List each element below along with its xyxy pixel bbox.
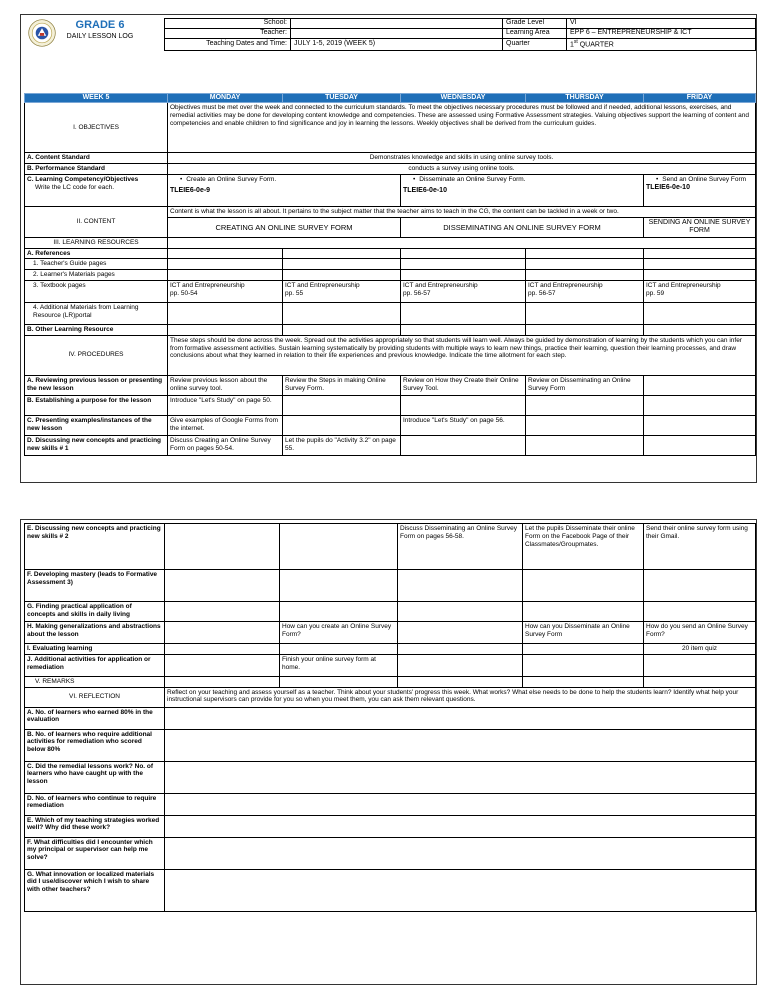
content-fri: SENDING AN ONLINE SURVEY FORM xyxy=(644,217,756,237)
reflection-label: VI. REFLECTION xyxy=(25,687,165,707)
blank-cell xyxy=(523,602,644,622)
teacher-label: Teacher: xyxy=(165,29,291,39)
blank-cell xyxy=(280,644,398,655)
lesson-table-page2 xyxy=(24,523,756,912)
proc-f-label xyxy=(25,570,165,602)
blank-cell xyxy=(523,570,644,602)
content-wed-thu: DISSEMINATING AN ONLINE SURVEY FORM xyxy=(401,217,644,237)
proc-d-label xyxy=(25,435,168,455)
textbook-fri xyxy=(644,280,756,302)
reflection-e-letter: E. xyxy=(27,816,34,824)
textbook-tue xyxy=(283,280,401,302)
teachers-guide-label: 1. Teacher's Guide pages xyxy=(25,259,168,270)
proc-e-label xyxy=(25,524,165,570)
quarter-label: Quarter xyxy=(503,39,567,51)
references-label: A. References xyxy=(25,248,168,259)
proc-a-letter: A. xyxy=(27,376,34,384)
proc-c-mon: Give examples of Google Forms from the internet. xyxy=(168,415,283,435)
blank-cell xyxy=(168,302,283,324)
proc-i-letter: I. xyxy=(27,645,31,652)
proc-g-text: Finding practical application of concepts and skills in daily living xyxy=(27,603,132,618)
proc-d-tue: Let the pupils do "Activity 3.2" on page 55. xyxy=(283,435,401,455)
blank-cell xyxy=(283,259,401,270)
blank-cell xyxy=(644,676,756,687)
reflection-c-answer[interactable] xyxy=(165,761,756,793)
week-header-row xyxy=(25,94,756,103)
deped-seal-icon xyxy=(28,19,56,47)
blank-cell xyxy=(401,259,526,270)
dates-label: Teaching Dates and Time: xyxy=(165,39,291,51)
blank-cell xyxy=(526,302,644,324)
reflection-b-text: No. of learners who require additional activities for remediation who scored below 80% xyxy=(27,730,152,754)
competency-fri-text: • Send an Online Survey Form xyxy=(646,176,753,184)
blank-cell xyxy=(644,415,756,435)
blank-cell xyxy=(283,270,401,281)
quarter-suffix: st xyxy=(573,39,578,45)
reflection-d xyxy=(25,793,165,815)
blank-cell xyxy=(644,570,756,602)
textbook-wed-title: ICT and Entrepreneurship xyxy=(403,281,478,289)
blank-cell xyxy=(168,324,283,335)
proc-j-tue: Finish your online survey form at home. xyxy=(280,654,398,676)
proc-e-fri: Send their online survey form using their Gmail. xyxy=(644,524,756,570)
competency-label-line1: C. Learning Competency/Objectives xyxy=(27,175,139,183)
reflection-f-text: What difficulties did I encounter which my principal or supervisor can help me solve? xyxy=(27,838,153,862)
blank-cell xyxy=(644,435,756,455)
blank-cell xyxy=(401,248,526,259)
blank-cell xyxy=(280,676,398,687)
reflection-b-answer[interactable] xyxy=(165,729,756,761)
blank-cell xyxy=(644,324,756,335)
textbook-fri-title: ICT and Entrepreneurship xyxy=(646,281,721,289)
blank-cell xyxy=(165,644,280,655)
blank-cell xyxy=(280,570,398,602)
objectives-text: Objectives must be met over the week and connected to the curriculum standards. To meet the objectives necessary procedures must be followed and if needed, additional lessons, exercises, and remedial activities may be done for developing content knowledge and competencies. These are assessed using Formative Assessment strategies. Valuing objectives support the learning of content and competencies and enable children to find significance and joy in learning the lessons. Weekly objectives shall be derived from the curriculum guides. xyxy=(168,103,756,153)
blank-cell xyxy=(280,524,398,570)
learners-materials-label: 2. Learner's Materials pages xyxy=(25,270,168,281)
other-resource-label: B. Other Learning Resource xyxy=(25,324,168,335)
proc-h-fri: How do you send an Online Survey Form? xyxy=(644,622,756,644)
blank-cell xyxy=(523,644,644,655)
blank-cell xyxy=(523,676,644,687)
blank-cell xyxy=(526,270,644,281)
textbook-thu xyxy=(526,280,644,302)
proc-d-text: Discussing new concepts and practicing new skills # 1 xyxy=(27,436,162,452)
blank-cell xyxy=(398,654,523,676)
reflection-c xyxy=(25,761,165,793)
grade-level-label: Grade Level xyxy=(503,19,567,29)
competency-label xyxy=(25,174,168,206)
teacher-value[interactable] xyxy=(291,29,503,39)
day-tuesday: TUESDAY xyxy=(283,94,401,103)
lesson-table-page1 xyxy=(24,93,756,456)
textbook-mon xyxy=(168,280,283,302)
textbook-label: 3. Textbook pages xyxy=(25,280,168,302)
competency-mon-text: • Create an Online Survey Form. xyxy=(170,176,398,184)
reflection-c-letter: C. xyxy=(27,762,34,770)
blank-cell xyxy=(165,676,280,687)
blank-cell xyxy=(165,570,280,602)
blank-cell xyxy=(168,259,283,270)
school-label: School: xyxy=(165,19,291,29)
blank-cell xyxy=(168,248,283,259)
reflection-e-text: Which of my teaching strategies worked well? Why did these work? xyxy=(27,816,160,832)
blank-cell xyxy=(398,602,523,622)
blank-cell xyxy=(401,302,526,324)
blank-cell xyxy=(526,435,644,455)
page-2 xyxy=(20,519,757,985)
proc-h-thu: How can you Disseminate an Online Survey Form xyxy=(523,622,644,644)
proc-e-wed: Discuss Disseminating an Online Survey Form on pages 56-58. xyxy=(398,524,523,570)
header-table xyxy=(164,18,756,51)
day-monday: MONDAY xyxy=(168,94,283,103)
blank-cell xyxy=(644,248,756,259)
blank-cell xyxy=(283,395,401,415)
reflection-e-answer[interactable] xyxy=(165,815,756,837)
blank-cell xyxy=(283,324,401,335)
reflection-a xyxy=(25,707,165,729)
blank-cell xyxy=(401,435,526,455)
textbook-wed xyxy=(401,280,526,302)
reflection-g-letter: G. xyxy=(27,870,34,878)
blank-cell xyxy=(165,524,280,570)
quarter-text: QUARTER xyxy=(577,41,614,49)
quarter-number: 1 xyxy=(570,41,574,49)
proc-b-letter: B. xyxy=(27,396,34,404)
competency-mon-tue xyxy=(168,174,401,206)
proc-b-text: Establishing a purpose for the lesson xyxy=(35,396,152,404)
reflection-d-text: No. of learners who continue to require remediation xyxy=(27,794,157,810)
header-block xyxy=(24,18,755,49)
blank-cell xyxy=(283,248,401,259)
week-label: WEEK 5 xyxy=(25,94,168,103)
proc-h-label xyxy=(25,622,165,644)
proc-d-letter: D. xyxy=(27,436,34,444)
blank-cell xyxy=(523,654,644,676)
textbook-mon-title: ICT and Entrepreneurship xyxy=(170,281,245,289)
competency-fri xyxy=(644,174,756,206)
reflection-b xyxy=(25,729,165,761)
competency-wed-code: TLEIE6-0e-10 xyxy=(403,186,447,194)
performance-standard-text: conducts a survey using online tools. xyxy=(168,164,756,175)
textbook-tue-title: ICT and Entrepreneurship xyxy=(285,281,360,289)
proc-b-label xyxy=(25,395,168,415)
textbook-fri-pages: pp. 59 xyxy=(646,289,665,297)
reflection-d-letter: D. xyxy=(27,794,34,802)
blank-cell xyxy=(398,570,523,602)
grade-title: GRADE 6 xyxy=(75,19,125,31)
objectives-label: I. OBJECTIVES xyxy=(25,103,168,153)
reflection-d-answer[interactable] xyxy=(165,793,756,815)
proc-c-wed: Introduce "Let's Study" on page 56. xyxy=(401,415,526,435)
blank-cell xyxy=(401,395,526,415)
competency-wed-thu xyxy=(401,174,644,206)
blank-cell xyxy=(283,415,401,435)
blank-cell xyxy=(526,415,644,435)
proc-h-letter: H. xyxy=(27,623,34,630)
blank-cell xyxy=(165,602,280,622)
reflection-f-letter: F. xyxy=(27,838,33,846)
proc-f-text: Developing mastery (leads to Formative Assessment 3) xyxy=(27,571,158,586)
proc-a-mon: Review previous lesson about the online survey tool. xyxy=(168,375,283,395)
blank-cell xyxy=(165,622,280,644)
day-wednesday: WEDNESDAY xyxy=(401,94,526,103)
remarks-label: V. REMARKS xyxy=(25,676,165,687)
proc-j-letter: J. xyxy=(27,655,33,663)
reflection-g xyxy=(25,869,165,911)
proc-e-thu: Let the pupils Disseminate their online Form on the Facebook Page of their Classmates/Groupmates. xyxy=(523,524,644,570)
blank-cell xyxy=(280,602,398,622)
school-value[interactable] xyxy=(291,19,503,29)
learning-resources-label: III. LEARNING RESOURCES xyxy=(25,237,168,248)
reflection-a-text: No. of learners who earned 80% in the evaluation xyxy=(27,708,153,724)
proc-g-label xyxy=(25,602,165,622)
additional-materials-label: 4. Additional Materials from Learning Resource (LR)portal xyxy=(25,302,168,324)
proc-i-fri: 20 item quiz xyxy=(644,644,756,655)
blank-cell xyxy=(644,654,756,676)
blank-cell xyxy=(644,395,756,415)
reflection-g-text: What innovation or localized materials did I use/discover which I wish to share with other teachers? xyxy=(27,870,155,894)
performance-standard-label: B. Performance Standard xyxy=(25,164,168,175)
competency-wed-text: • Disseminate an Online Survey Form. xyxy=(403,176,641,184)
proc-i-label xyxy=(25,644,165,655)
blank-cell xyxy=(165,654,280,676)
proc-b-mon: Introduce "Let's Study" on page 50. xyxy=(168,395,283,415)
procedures-label: IV. PROCEDURES xyxy=(25,335,168,375)
blank-cell xyxy=(168,270,283,281)
proc-j-text: Additional activities for application or remediation xyxy=(27,655,151,671)
blank-cell xyxy=(526,395,644,415)
learning-area-label: Learning Area xyxy=(503,29,567,39)
proc-d-mon: Discuss Creating an Online Survey Form on pages 50-54. xyxy=(168,435,283,455)
blank-cell xyxy=(526,324,644,335)
competency-label-line2: Write the LC code for each. xyxy=(35,183,115,191)
day-friday: FRIDAY xyxy=(644,94,756,103)
blank-cell xyxy=(526,248,644,259)
textbook-wed-pages: pp. 56-57 xyxy=(403,289,431,297)
page-1 xyxy=(20,14,757,483)
textbook-thu-title: ICT and Entrepreneurship xyxy=(528,281,603,289)
blank-cell xyxy=(644,602,756,622)
blank-cell xyxy=(644,270,756,281)
quarter-value[interactable] xyxy=(567,39,756,51)
blank-cell xyxy=(526,259,644,270)
proc-e-text: Discussing new concepts and practicing new skills # 2 xyxy=(27,525,161,540)
reflection-f-answer[interactable] xyxy=(165,837,756,869)
textbook-tue-pages: pp. 55 xyxy=(285,289,304,297)
blank-cell xyxy=(401,324,526,335)
textbook-mon-pages: pp. 50-54 xyxy=(170,289,198,297)
proc-a-text: Reviewing previous lesson or presenting the new lesson xyxy=(27,376,163,392)
day-thursday: THURSDAY xyxy=(526,94,644,103)
content-note: Content is what the lesson is all about. It pertains to the subject matter that the teacher aims to teach in the CG, the content can be tackled in a week or two. xyxy=(168,206,756,217)
proc-h-tue: How can you create an Online Survey Form? xyxy=(280,622,398,644)
reflection-a-letter: A. xyxy=(27,708,34,716)
proc-c-label xyxy=(25,415,168,435)
reflection-g-answer[interactable] xyxy=(165,869,756,911)
blank-cell xyxy=(398,644,523,655)
competency-mon-code: TLEIE6-0e-9 xyxy=(170,186,211,194)
proc-j-label xyxy=(25,654,165,676)
proc-c-letter: C. xyxy=(27,416,34,424)
blank-cell xyxy=(401,270,526,281)
competency-fri-code: TLEIE6-0e-10 xyxy=(646,183,690,191)
blank-cell xyxy=(644,259,756,270)
textbook-thu-pages: pp. 56-57 xyxy=(528,289,556,297)
learning-area-value[interactable]: EPP 6 – ENTREPRENEURSHIP & ICT xyxy=(567,29,756,39)
procedures-note: These steps should be done across the week. Spread out the activities appropriately so that students will learn well. Always be guided by demonstration of learning by the students which you can infer from formative assessment activities. Sustain learning systematically by providing students with multiple ways to learn new things, practice their learning, question their learning processes, and draw conclusions about what they learned in relation to their life experiences and previous knowledge. Indicate the time allotment for each step. xyxy=(168,335,756,375)
blank-cell xyxy=(644,302,756,324)
proc-a-wed: Review on How they Create their Online Survey Tool. xyxy=(401,375,526,395)
proc-a-label xyxy=(25,375,168,395)
proc-f-letter: F. xyxy=(27,571,33,578)
proc-c-text: Presenting examples/instances of the new lesson xyxy=(27,416,152,432)
reflection-note: Reflect on your teaching and assess yourself as a teacher. Think about your students' progress this week. What works? What else needs to be done to help the students learn? Identify what help your instructional supervisors can provide for you so when you meet them, you can ask them relevant questions. xyxy=(165,687,756,707)
proc-a-tue: Review the Steps in making Online Survey Form. xyxy=(283,375,401,395)
learning-resources-blank xyxy=(168,237,756,248)
proc-e-letter: E. xyxy=(27,525,34,532)
grade-level-value[interactable]: VI xyxy=(567,19,756,29)
content-standard-label: A. Content Standard xyxy=(25,153,168,164)
proc-i-text: Evaluating learning xyxy=(32,645,93,652)
content-mon-tue: CREATING AN ONLINE SURVEY FORM xyxy=(168,217,401,237)
proc-a-fri xyxy=(644,375,756,395)
dates-value[interactable]: JULY 1-5, 2019 (WEEK 5) xyxy=(291,39,503,51)
blank-cell xyxy=(283,302,401,324)
reflection-e xyxy=(25,815,165,837)
reflection-b-letter: B. xyxy=(27,730,34,738)
reflection-c-text: Did the remedial lessons work? No. of learners who have caught up with the lesson xyxy=(27,762,154,786)
proc-h-text: Making generalizations and abstractions about the lesson xyxy=(27,623,161,638)
proc-g-letter: G. xyxy=(27,603,34,610)
log-type: DAILY LESSON LOG xyxy=(66,33,134,40)
proc-a-thu: Review on Disseminating an Online Survey Form xyxy=(526,375,644,395)
blank-cell xyxy=(398,622,523,644)
content-standard-text: Demonstrates knowledge and skills in using online survey tools. xyxy=(168,153,756,164)
reflection-f xyxy=(25,837,165,869)
content-label: II. CONTENT xyxy=(25,206,168,237)
reflection-a-answer[interactable] xyxy=(165,707,756,729)
blank-cell xyxy=(398,676,523,687)
